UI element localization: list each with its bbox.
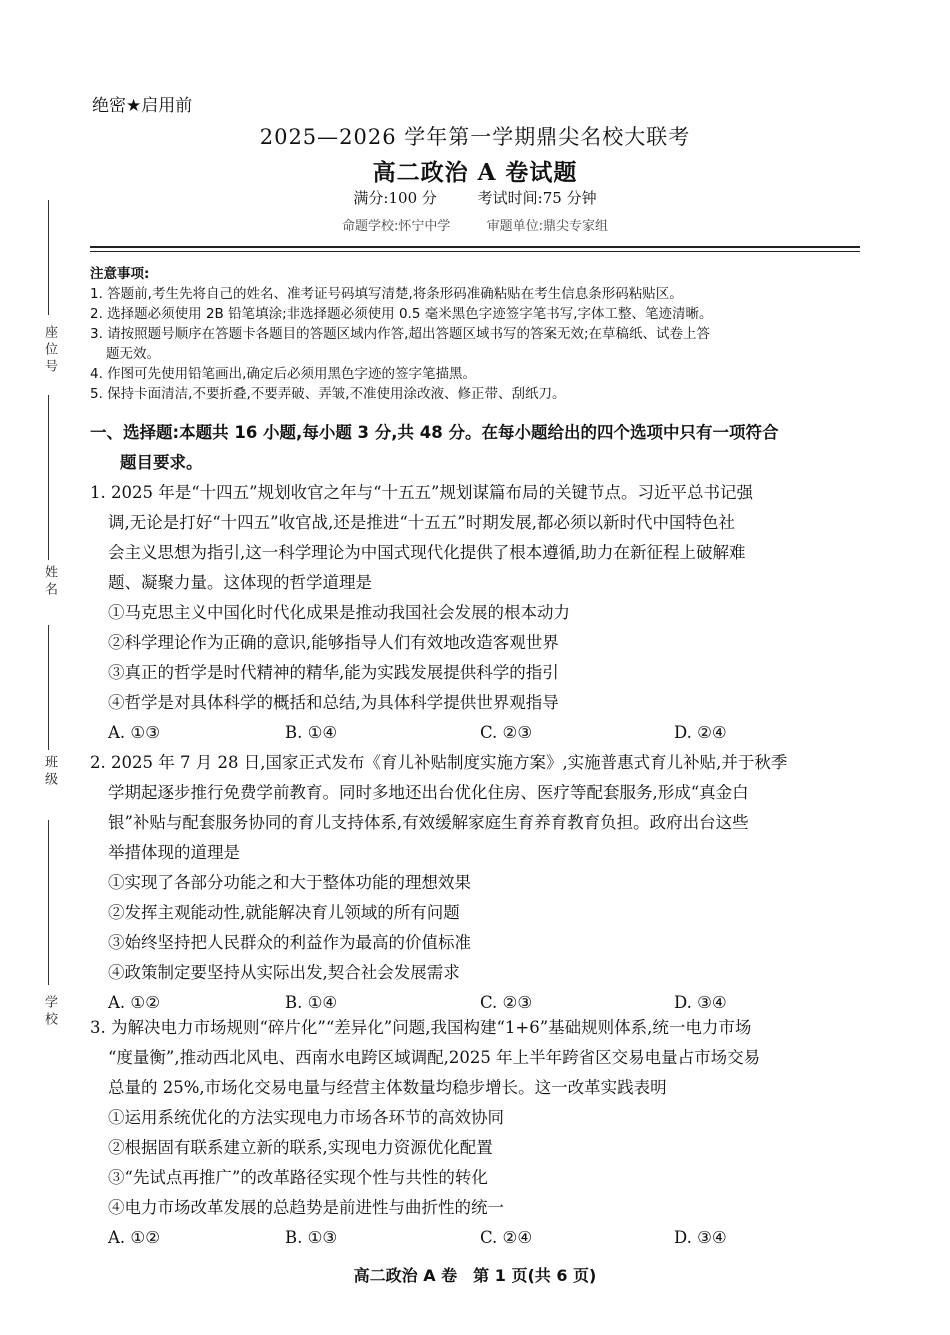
notes-item: 1. 答题前,考生先将自己的姓名、准考证号码填写清楚,将条形码准确粘贴在考生信息条形码粘贴区。 bbox=[90, 286, 683, 302]
binding-label-seat: 座位号 bbox=[42, 325, 57, 376]
section-heading-line: 一、选择题:本题共 16 小题,每小题 3 分,共 48 分。在每小题给出的四个选项中只有一项符合 bbox=[90, 423, 779, 442]
question-stem: 总量的 25%,市场化交易电量与经营主体数量均稳步增长。这一改革实践表明 bbox=[108, 1078, 667, 1097]
choice-c: C. ②③ bbox=[480, 723, 533, 742]
choice-a: A. ①② bbox=[108, 1228, 160, 1247]
answer-choices bbox=[90, 1223, 865, 1253]
section-heading-line: 题目要求。 bbox=[120, 453, 203, 472]
header-divider bbox=[90, 251, 860, 252]
binding-label-school: 学校 bbox=[42, 995, 57, 1029]
choice-b: B. ①③ bbox=[285, 1228, 338, 1247]
binding-margin bbox=[30, 200, 70, 1060]
choice-b: B. ①④ bbox=[285, 723, 338, 742]
binding-label-class: 班级 bbox=[42, 755, 57, 789]
question-statement: ②科学理论作为正确的意识,能够指导人们有效地改造客观世界 bbox=[108, 633, 559, 652]
question-stem: 1. 2025 年是“十四五”规划收官之年与“十五五”规划谋篇布局的关键节点。习近平总书记强 bbox=[90, 483, 753, 502]
score-line bbox=[0, 187, 950, 208]
choice-a: A. ①② bbox=[108, 993, 160, 1012]
question-statement: ④政策制定要坚持从实际出发,契合社会发展需求 bbox=[108, 963, 460, 982]
binding-line bbox=[48, 625, 49, 750]
choice-b: B. ①④ bbox=[285, 993, 338, 1012]
question-1 bbox=[90, 478, 865, 748]
question-statement: ①马克思主义中国化时代化成果是推动我国社会发展的根本动力 bbox=[108, 603, 570, 622]
choice-a: A. ①③ bbox=[108, 723, 160, 742]
choice-c: C. ②④ bbox=[480, 1228, 533, 1247]
question-3 bbox=[90, 1013, 865, 1253]
choice-d: D. ②④ bbox=[674, 723, 727, 742]
question-stem: 调,无论是打好“十四五”收官战,还是推进“十五五”时期发展,都必须以新时代中国特色社 bbox=[108, 513, 735, 532]
question-stem: 举措体现的道理是 bbox=[108, 843, 240, 862]
question-stem: 会主义思想为指引,这一科学理论为中国式现代化提供了根本遵循,助力在新征程上破解难 bbox=[108, 543, 746, 562]
exam-time: 考试时间:75 分钟 bbox=[477, 189, 597, 207]
question-stem: 2. 2025 年 7 月 28 日,国家正式发布《育儿补贴制度实施方案》,实施普惠式育儿补贴,并于秋季 bbox=[90, 753, 788, 772]
question-statement: ③始终坚持把人民群众的利益作为最高的价值标准 bbox=[108, 933, 471, 952]
question-stem: 银”补贴与配套服务协同的育儿支持体系,有效缓解家庭生育养育教育负担。政府出台这些 bbox=[108, 813, 749, 832]
question-statement: ③真正的哲学是时代精神的精华,能为实践发展提供科学的指引 bbox=[108, 663, 559, 682]
answer-choices bbox=[90, 718, 865, 748]
question-statement: ②根据固有联系建立新的联系,实现电力资源优化配置 bbox=[108, 1138, 493, 1157]
full-score: 满分:100 分 bbox=[353, 189, 437, 207]
binding-label-name: 姓名 bbox=[42, 565, 57, 599]
subject-title: 高二政治 A 卷试题 bbox=[372, 159, 578, 186]
question-statement: ③“先试点再推广”的改革路径实现个性与共性的转化 bbox=[108, 1168, 488, 1187]
notes-block bbox=[90, 264, 865, 404]
choice-d: D. ③④ bbox=[674, 1228, 727, 1247]
question-statement: ④电力市场改革发展的总趋势是前进性与曲折性的统一 bbox=[108, 1198, 504, 1217]
choice-c: C. ②③ bbox=[480, 993, 533, 1012]
question-statement: ①运用系统优化的方法实现电力市场各环节的高效协同 bbox=[108, 1108, 504, 1127]
review-unit: 审题单位:鼎尖专家组 bbox=[486, 219, 608, 234]
setter-school: 命题学校:怀宁中学 bbox=[342, 219, 451, 234]
question-2 bbox=[90, 748, 865, 1018]
question-statement: ④哲学是对具体科学的概括和总结,为具体科学提供世界观指导 bbox=[108, 693, 559, 712]
question-stem: 题、凝聚力量。这体现的哲学道理是 bbox=[108, 573, 372, 592]
question-stem: 学期起逐步推行免费学前教育。同时多地还出台优化住房、医疗等配套服务,形成“真金白 bbox=[108, 783, 749, 802]
header-divider bbox=[90, 246, 860, 248]
exam-title: 2025—2026 学年第一学期鼎尖名校大联考 bbox=[259, 125, 691, 149]
notes-item: 2. 选择题必须使用 2B 铅笔填涂;非选择题必须使用 0.5 毫米黑色字迹签字笔书写,字体工整、笔迹清晰。 bbox=[90, 306, 713, 322]
section-heading bbox=[90, 418, 865, 478]
notes-item: 5. 保持卡面清洁,不要折叠,不要弄破、弄皱,不准使用涂改液、修正带、刮纸刀。 bbox=[90, 386, 566, 402]
notes-title: 注意事项: bbox=[90, 266, 150, 282]
notes-item: 题无效。 bbox=[106, 346, 160, 362]
school-line bbox=[0, 215, 950, 234]
question-stem: “度量衡”,推动西北风电、西南水电跨区域调配,2025 年上半年跨省区交易电量占市场交易 bbox=[108, 1048, 761, 1067]
page-footer: 高二政治 A 卷 第 1 页(共 6 页) bbox=[353, 1266, 597, 1285]
question-statement: ①实现了各部分功能之和大于整体功能的理想效果 bbox=[108, 873, 471, 892]
binding-line bbox=[48, 820, 49, 985]
notes-item: 4. 作图可先使用铅笔画出,确定后必须用黑色字迹的签字笔描黑。 bbox=[90, 366, 476, 382]
notes-item: 3. 请按照题号顺序在答题卡各题目的答题区域内作答,超出答题区域书写的答案无效;在草稿纸、试卷上答 bbox=[90, 326, 711, 342]
choice-d: D. ③④ bbox=[674, 993, 727, 1012]
question-stem: 3. 为解决电力市场规则“碎片化”“差异化”问题,我国构建“1+6”基础规则体系,统一电力市场 bbox=[90, 1018, 752, 1037]
question-statement: ②发挥主观能动性,就能解决育儿领域的所有问题 bbox=[108, 903, 460, 922]
secret-mark: 绝密★启用前 bbox=[92, 96, 193, 116]
binding-line bbox=[48, 395, 49, 560]
